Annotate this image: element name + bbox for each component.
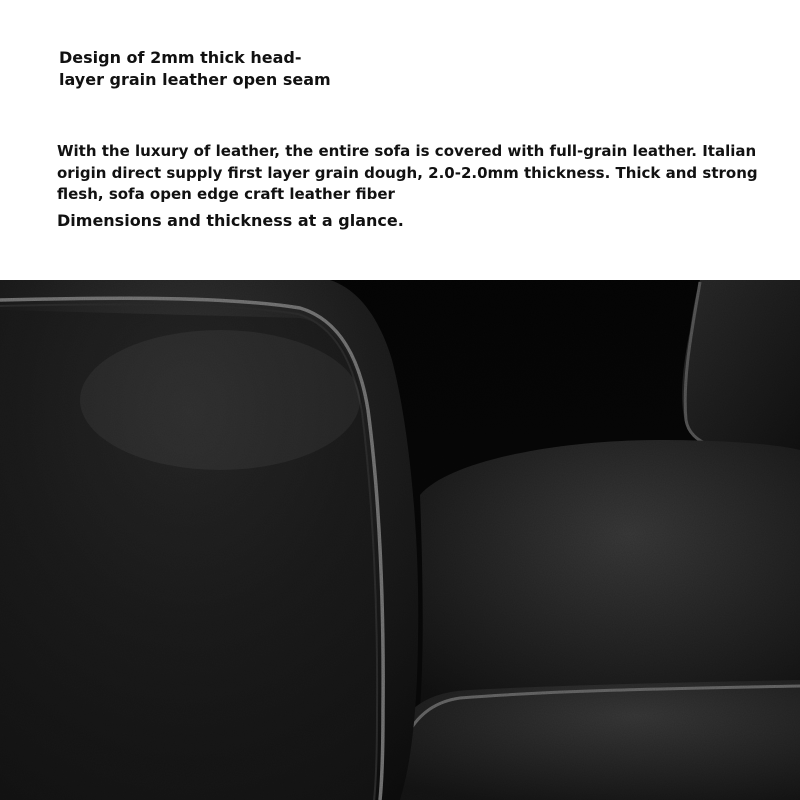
caption: Dimensions and thickness at a glance. (57, 211, 404, 230)
heading (59, 47, 331, 91)
heading-line-1: Design of 2mm thick head- (59, 48, 302, 67)
heading-line-2: layer grain leather open seam (59, 70, 331, 89)
description-line-2: origin direct supply first layer grain dough, 2.0-2.0mm thickness. Thick and strong (57, 163, 758, 182)
leather-sofa-photo (0, 280, 800, 800)
description-line-3: flesh, sofa open edge craft leather fiber (57, 185, 395, 203)
text-section (0, 0, 800, 280)
description (57, 141, 777, 206)
description-line-1: With the luxury of leather, the entire sofa is covered with full-grain leather. Italian (57, 142, 757, 160)
